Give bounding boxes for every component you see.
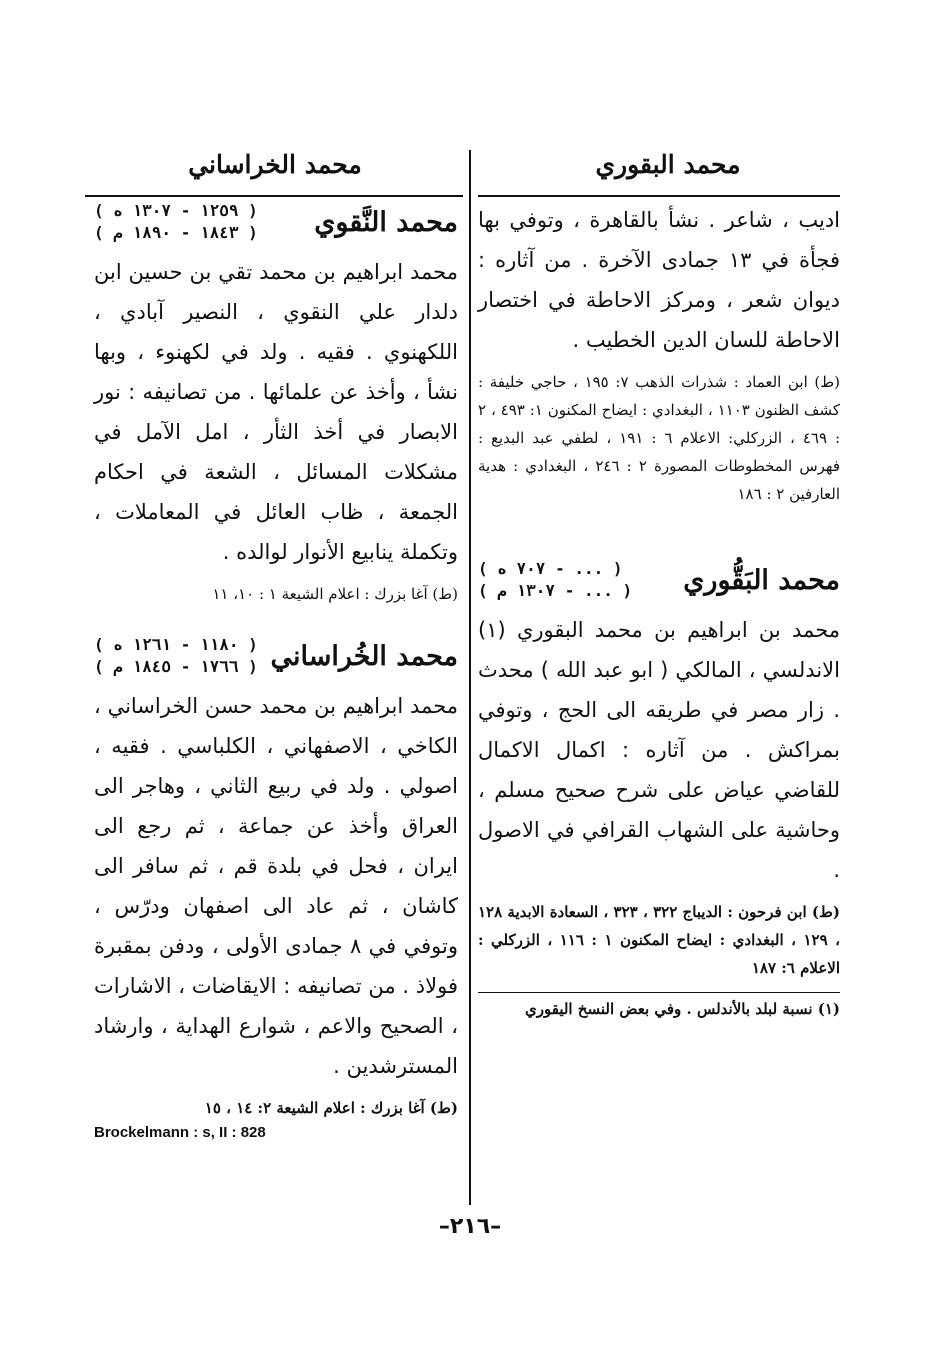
entry-header-baqquri <box>478 558 840 602</box>
dates-gregorian: ( ١٧٦٦ - ١٨٤٥ م ) <box>94 657 258 676</box>
header-left: محمد الخراساني <box>188 150 362 179</box>
entry-text-naqawi: محمد ابراهيم بن محمد تقي بن حسين ابن دلدار علي النقوي ، النصير آبادي ، اللكهنوي . فقيه . ولد في لكهنوء ، وبها نشأ ، وأخذ عن علمائها . من تصانيفه : نور الابصار في أخذ الثأر ، امل الآمل في مشكلات المسائل ، الشعة في احكام الجمعة ، ظاب العائل في المعاملات ، وتكملة ينابيع الأنوار لوالده . <box>94 260 458 564</box>
dates-hijri: ( ١١٨٠ - ١٢٦١ ه ) <box>94 635 258 654</box>
entry-text-khurasani: محمد ابراهيم بن محمد حسن الخراساني ، الكاخي ، الاصفهاني ، الكلباسي . فقيه ، اصولي . ولد في ربيع الثاني ، وهاجر الى العراق وأخذ عن جماعة ، ثم رجع الى ايران ، فحل في بلدة قم ، ثم سافر الى كاشان ، ثم عاد الى اصفهان ودرّس ، وتوفي في ٨ جمادى الأولى ، ودفن بمقبرة فولاذ . من تصانيفه : الايقاضات ، الاشارات ، الصحيح والاعم ، شوارع الهداية ، وارشاد المسترشدين . <box>94 694 458 1078</box>
entry-dates-khurasani <box>94 634 258 678</box>
dates-hijri: ( ... - ٧٠٧ ه ) <box>478 559 623 578</box>
entry-header-naqawi <box>94 200 458 244</box>
entry-dates-baqquri <box>478 558 632 602</box>
column-divider <box>469 150 471 1205</box>
header-right: محمد البقوري <box>595 150 741 179</box>
entry-references-baqquri: (ط) ابن فرحون : الديباج ٣٢٢ ، ٣٢٣ ، السعادة الابدية ١٢٨ ، ١٢٩ ، البغدادي : ايضاح المكنون ١ : ١١٦ ، الزركلي : الاعلام ٦: ١٨٧ <box>478 903 840 977</box>
latin-reference: Brockelmann : s, II : 828 <box>94 1124 266 1141</box>
entry-name-khurasani: محمد الخُراساني <box>270 640 458 672</box>
continuation-text: اديب ، شاعر . نشأ بالقاهرة ، وتوفي بها فجأة في ١٣ جمادى الآخرة . من آثاره : ديوان شعر ، ومركز الاحاطة في اختصار الاحاطة للسان الدين الخطيب . <box>478 208 841 352</box>
entry-references-naqawi: (ط) آغا بزرك : اعلام الشيعة ١ : ١٠، ١١ <box>212 585 458 603</box>
dates-gregorian: ( ١٨٤٣ - ١٨٩٠ م ) <box>94 223 258 242</box>
entry-text-baqquri: محمد بن ابراهيم بن محمد البقوري (١) الاندلسي ، المالكي ( ابو عبد الله ) محدث . زار مصر في طريقه الى الحج ، وتوفي بمراكش . من آثاره : اكمال الاكمال للقاضي عياض على شرح صحيح مسلم ، وحاشية على الشهاب القرافي في الاصول . <box>478 618 840 882</box>
left-column <box>94 200 458 1144</box>
entry-references-khurasani: (ط) آغا بزرك : اعلام الشيعة ٢: ١٤ ، ١٥ <box>204 1099 458 1117</box>
footnote-rule <box>478 992 840 993</box>
continuation-references: (ط) ابن العماد : شذرات الذهب ٧: ١٩٥ ، حاجي خليفة : كشف الظنون ١١٠٣ ، البغدادي : ايضاح المكنون ١: ٤٩٣ ، ٢ : ٤٦٩ ، الزركلي: الاعلام ٦ : ١٩١ ، لطفي عبد البديع : فهرس المخطوطات المصورة ٢ : ٢٤٦ ، البغدادي : هدية العارفين ٢ : ١٨٦ <box>478 373 840 503</box>
page-number: –٢١٦– <box>438 1214 502 1239</box>
dates-hijri: ( ١٢٥٩ - ١٣٠٧ ه ) <box>94 201 258 220</box>
entry-name-naqawi: محمد النَّقوي <box>314 206 458 238</box>
entry-header-khurasani <box>94 634 458 678</box>
footnote: (١) نسبة لبلد بالأندلس . وفي بعض النسخ اليقوري <box>525 1000 840 1018</box>
header-rule-left <box>85 195 463 197</box>
entry-dates-naqawi <box>94 200 258 244</box>
entry-name-baqquri: محمد البَقُّوري <box>683 564 840 596</box>
dates-gregorian: ( ... - ١٣٠٧ م ) <box>478 581 633 600</box>
header-rule-right <box>478 195 840 197</box>
right-column <box>478 200 840 1021</box>
